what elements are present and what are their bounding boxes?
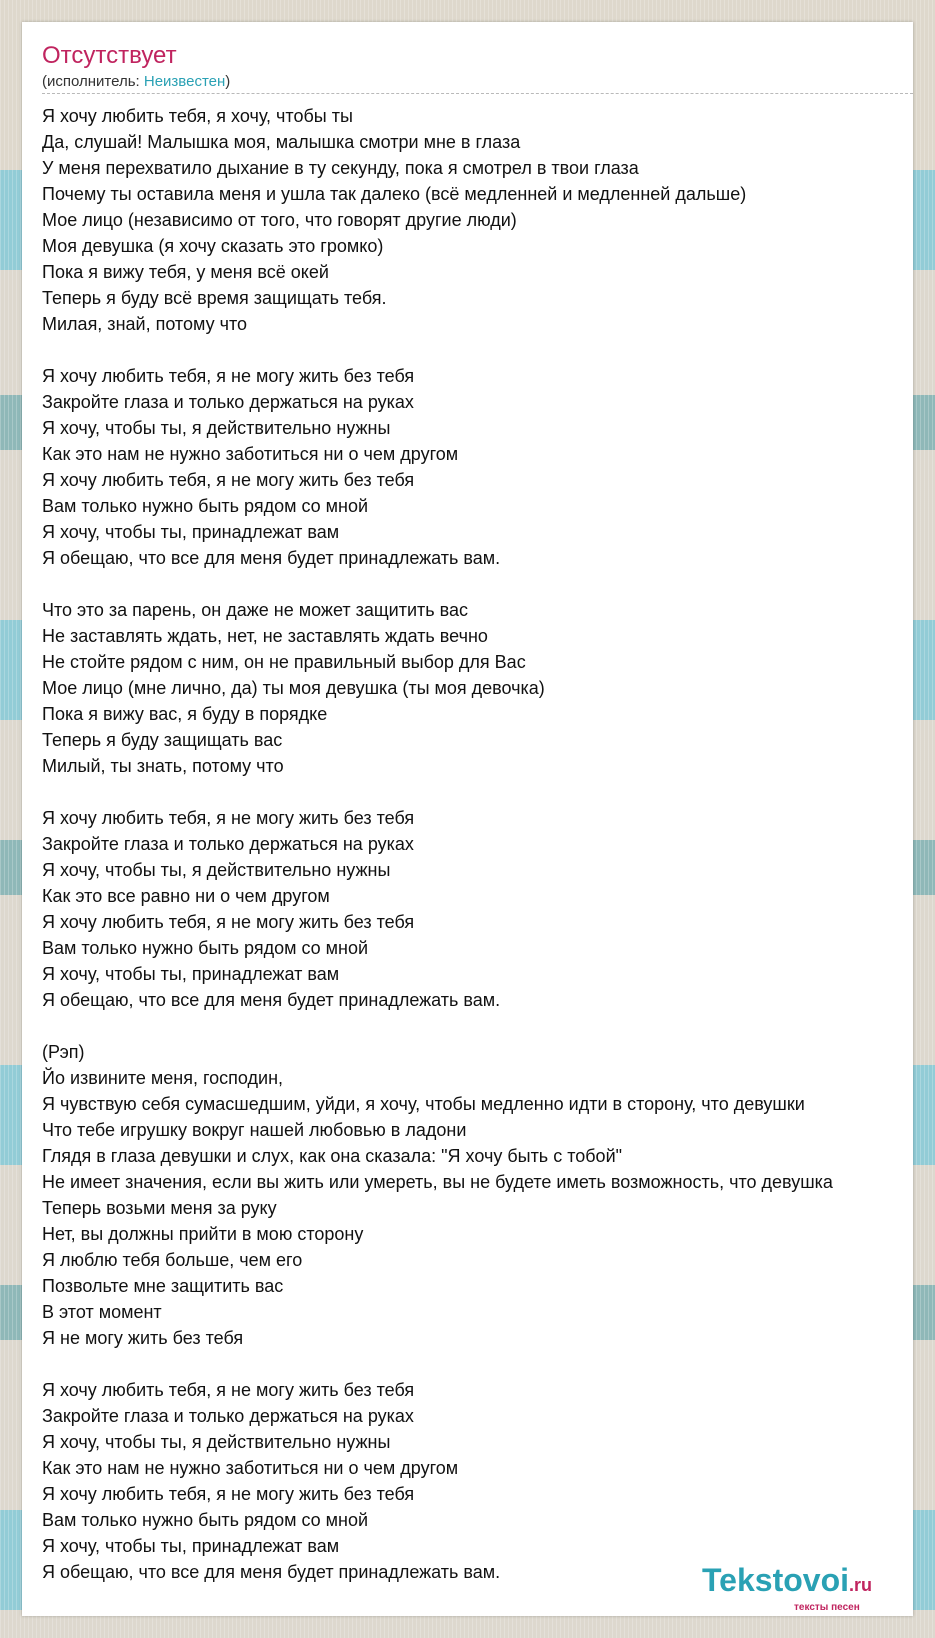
- lyrics-card: [22, 22, 913, 1616]
- artist-prefix: (исполнитель:: [42, 73, 144, 90]
- song-title: Отсутствует: [42, 42, 177, 69]
- logo-tld: .ru: [849, 1575, 873, 1595]
- logo-name: Tekstovoi: [702, 1562, 849, 1598]
- site-logo[interactable]: [702, 1562, 902, 1612]
- artist-suffix: ): [225, 73, 231, 90]
- logo-tagline: тексты песен: [794, 1602, 860, 1613]
- logo-wordmark: [702, 1562, 872, 1599]
- dashed-divider: [42, 93, 913, 94]
- lyrics-text: Я хочу любить тебя, я хочу, чтобы ты Да, слушай! Малышка моя, малышка смотри мне в глаза У меня перехватило дыхание в ту секунду, пока я смотрел в твои глаза Почему ты оставила меня и ушла так далеко (всё медленней и медленней дальше) Мое лицо (независимо от того, что говорят другие люди) Моя девушка (я хочу сказать это громко) Пока я вижу тебя, у меня всё окей Теперь я буду всё время защищать тебя. Милая, знай, потому что Я хочу любить тебя, я не могу жить без тебя Закройте глаза и только держаться на руках Я хочу, чтобы ты, я действительно нужны Как это нам не нужно заботиться ни о чем другом Я хочу любить тебя, я не могу жить без тебя Вам только нужно быть рядом со мной Я хочу, чтобы ты, принадлежат вам Я обещаю, что все для меня будет принадлежать вам. Что это за парень, он даже не может защитить вас Не заставлять ждать, нет, не заставлять ждать вечно Не стойте рядом с ним, он не правильный выбор для Вас Мое лицо (мне лично, да) ты моя девушка (ты моя девочка) Пока я вижу вас, я буду в порядке Теперь я буду защищать вас Милый, ты знать, потому что Я хочу любить тебя, я не могу жить без тебя Закройте глаза и только держаться на руках Я хочу, чтобы ты, я действительно нужны Как это все равно ни о чем другом Я хочу любить тебя, я не могу жить без тебя Вам только нужно быть рядом со мной Я хочу, чтобы ты, принадлежат вам Я обещаю, что все для меня будет принадлежать вам. (Рэп) Йо извините меня, господин, Я чувствую себя сумасшедшим, уйди, я хочу, чтобы медленно идти в сторону, что девушки Что тебе игрушку вокруг нашей любовью в ладони Глядя в глаза девушки и слух, как она сказала: "Я хочу быть с тобой" Не имеет значения, если вы жить или умереть, вы не будете иметь возможность, что девушка Теперь возьми меня за руку Нет, вы должны прийти в мою сторону Я люблю тебя больше, чем его Позвольте мне защитить вас В этот момент Я не могу жить без тебя Я хочу любить тебя, я не могу жить без тебя Закройте глаза и только держаться на руках Я хочу, чтобы ты, я действительно нужны Как это нам не нужно заботиться ни о чем другом Я хочу любить тебя, я не могу жить без тебя Вам только нужно быть рядом со мной Я хочу, чтобы ты, принадлежат вам Я обещаю, что все для меня будет принадлежать вам.: [42, 106, 833, 1582]
- artist-line: [42, 73, 230, 90]
- artist-link[interactable]: Неизвестен: [143, 73, 226, 90]
